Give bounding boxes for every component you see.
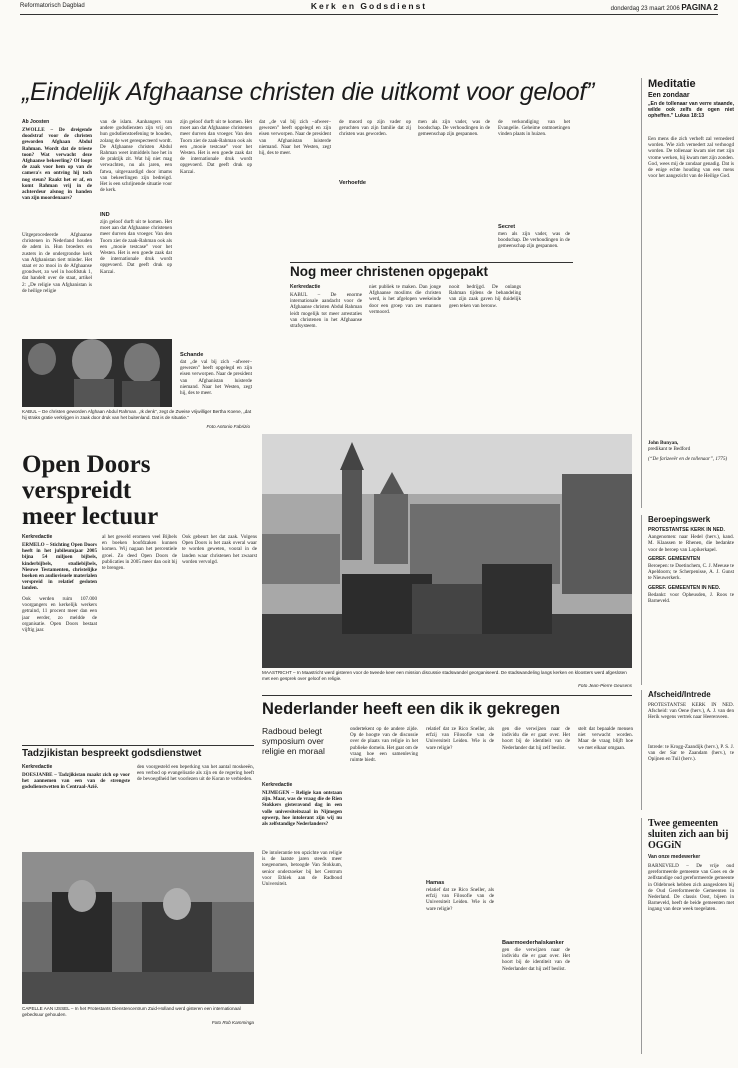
second-lede: KABUL – De enorme internationale aandacht voor de Afghaanse christen Abdul Rahman leidt mogelijk tot meer arrestaties van christenen in het Afghaanse strafsysteem.	[290, 292, 362, 330]
tadzjikistan-lede: DOESJANBE – Tadzjikistan maakt zich op voor het aannemen van een van de strengste godsdienstwetten in Centraal-Azië.	[22, 772, 130, 791]
main-subhead-schande: Schande	[180, 352, 204, 358]
nederlander-lede: NIJMEGEN – Religie kan ontstaan zijn. Maar, was de vraag die de Rien Stokkers gisteravond dag in een volle universiteitszaal in Nijmegen opwerp, hoe intolerant zijn wij nu als zelfstandige Nederlanders?	[262, 790, 342, 828]
tadzjikistan-rule	[22, 745, 254, 746]
masthead-date: donderdag 23 maart 2006 PAGINA 2	[610, 3, 718, 12]
beroep-item-head: PROTESTANTSE KERK IN NED.	[648, 527, 725, 533]
meditatie-body: Een mens die zich verheft zal vernederd worden. Wie zich vernedert zal verhoogd worden. De tollenaar kwam niet met zijn vrome werken, hij kwam met zijn zonden. God, wees mij de zondaar genadig. Dat is de enige echte houding van een mens voor het aangezicht van de Heilige God.	[648, 136, 734, 180]
opendoors-byline: Kerkredactie	[22, 534, 53, 540]
main-photo-credit: Foto Antonio Fabrizio	[206, 424, 250, 429]
second-byline: Kerkredactie	[290, 284, 321, 290]
second-col-3: nooit bedrijgd. De onlangs Rahman tijdens de behandeling van zijn zaak gaven hij duidelijk geen teken van berouw.	[449, 284, 521, 309]
opendoors-headline-line: Open Doors	[22, 451, 151, 478]
main-lede: ZWOLLE – De dreigende doodstraf voor de christen geworden Afghaan Abdul Rahman. Wordt dat de trieste toon? Wat verwacht deze Afghaanse bekeerling? Of loopt de zaak voor hem op van de camera's en ontving hij toch nog steun? Raakt het er af, en komt Rahman vrij in de achterdeur alsnog in handen van zijn moordenaars?	[22, 127, 92, 202]
meditatie-sidebar	[641, 78, 734, 508]
main-col-3: zijn geloof durft uit te komen. Het moet aan dat Afghaanse christenen meer durven dan vroeger. Van den Toorn ziet de zaak-Rahman ook als een „mooie testcase” voor het Westen. Het is een goede zaak dat de internationale druk wordt opgevoerd. Dat geeft druk op Karzai.	[180, 119, 252, 175]
afscheid-item: Intrede: te Krogg-Zaandijk (herv.), P. S. J. van der Sar te Zaandam (herv.), te Opijnen en Tuil (herv.).	[648, 744, 734, 763]
masthead	[20, 0, 718, 15]
masthead-section: Kerk en Godsdienst	[310, 1, 428, 11]
afscheid-title: Afscheid/Intrede	[648, 690, 711, 699]
opendoors-lede: ERMELO – Stichting Open Doors heeft in het jubileumjaar 2005 bijna 54 miljoen bijbels, kinderbijbels, studiebijbels, Nieuwe Testamenten, christelijke boeken en audiovisuele materialen verspreid in relatief gesloten landen.	[22, 542, 97, 592]
nederlander-byline: Kerkredactie	[262, 782, 293, 788]
main-col-7: de verkondiging van het Evangelie. Geheime ontmoetingen vinden plaats in huizen.	[498, 119, 570, 138]
nederlander-col-3: ondertekent op de andere zijde. Op de hoogte van de discussie over de plaats van religie in het publieke domein. Het gaat om de vraag hoe een samenleving ruimte biedt.	[350, 726, 418, 764]
nederlander-col-4: relatief dat ze Rico Sneller, als erfzij van Filosofie van de Universiteit Leiden. Wie is de ware religie?	[426, 726, 494, 751]
capelle-photo	[22, 852, 254, 1004]
opendoors-headline-line: verspreidt	[22, 477, 132, 504]
afscheid-item: PROTESTANTSE KERK IN NED. Afscheid: van Oene (herv.), A. J. van den Herik wegens vertrek naar Heerenveen.	[648, 702, 734, 721]
second-headline: Nog meer christenen opgepakt	[290, 264, 489, 279]
main-col-4: dat „de val bij zich –afweer– gewezen” heeft opgelegd en zijn eisen verworpen. Naar de president van Afghanistan luisterde niemand. Naar het Westen, zegt hij, des te meer.	[259, 119, 331, 157]
afscheid-box	[641, 690, 734, 810]
nederlander-col-4b: relatief dat ze Rico Sneller, als erfzij van Filosofie van de Universiteit Leiden. Wie is de ware religie?	[426, 887, 494, 912]
nederlander-headline: Nederlander heeft een dik ik gekregen	[262, 700, 561, 718]
nederlander-deck: Radboud belegt symposium over religie en moraal	[262, 726, 325, 756]
meditatie-quote: „En de tollenaar van verre staande, wilde ook zelfs de ogen niet opheffen.” Lukas 18:13	[648, 101, 734, 120]
nederlander-col-6: stelt dat bepaalde mensen niet verwacht worden. Maar de vraag blijft hoe we met elkaar omgaan.	[578, 726, 633, 751]
meditatie-subtitle: Een zondaar	[648, 92, 690, 99]
main-col-5: de moord op zijn vader op geruchten van zijn familie dat zij christen was geworden.	[339, 119, 411, 138]
main-col-2b: zijn geloof durft uit te komen. Het moet aan dat Afghaanse christenen meer durven dan vroeger. Van den Toorn ziet de zaak-Rahman ook als een „mooie testcase” voor het Westen. Het is een goede zaak dat de internationale druk wordt opgevoerd. Dat geeft druk op Karzai.	[100, 219, 172, 275]
nederlander-rule	[262, 695, 632, 696]
capelle-credit: Foto Rob Kamminga	[211, 1020, 254, 1025]
tadzjikistan-byline: Kerkredactie	[22, 764, 53, 770]
second-article-rule	[290, 262, 573, 263]
main-col-3b: dat „de val bij zich –afweer– gewezen” heeft opgelegd en zijn eisen verworpen. Naar de president van Afghanistan luisterde niemand. Naar het Westen, zegt hij, des te meer.	[180, 359, 252, 397]
main-photo-caption: KABUL – De christen geworden Afghaan Abdul Rahman. „Ik denk”, zegt de Zweise vrijwilliger Bertha Koene, „dat hij straks gratie verkrijgen in zaak door druk van het buitenland. Dat is de situatie.”	[22, 409, 252, 420]
beroep-item-body: Beroepen: te Doetinchem, C. J. Meeuse te Apeldoorn; te Scherpenisse, A. J. Gunst te Nieuwerkerk.	[648, 563, 734, 582]
tadzjikistan-headline: Tadzjikistan bespreekt godsdienstwet	[22, 748, 202, 759]
nederlander-subhead-hamas: Hamas	[426, 880, 445, 886]
main-headline: „Eindelijk Afghaanse christen die uitkomt voor geloof”	[22, 78, 595, 106]
gemeenten-byline: Van onze medewerker	[648, 854, 701, 860]
opendoors-headline	[22, 452, 252, 530]
tadzjikistan-col-2: den voorgesteld een beperking van het aantal moskeeën, een verbod op evangelisatie als zijn en de regering heeft de bevoegdheid het voorlezen uit de Koran te verbieden.	[137, 764, 254, 783]
main-col-7b: men als zijn vader, was de boodschap. De verhoudingen in de gemeenschap zijn gespannen.	[498, 231, 570, 250]
capelle-caption: CAPELLE AAN IJSSEL – In het Protestants Dienstencentrum Zuid-Holland werd gisteren een internationaal gebedsuur gehouden.	[22, 1006, 241, 1017]
main-subhead-verhoefde: Verhoefde	[339, 180, 367, 186]
maastricht-caption: MAASTRICHT – In Maastricht werd gisteren voor de tweede keer een mission discussie stadswandel georganiseerd. De stadswandeling langs kerken en kloosters werd afgesloten met een gesprek over geloof en religie.	[262, 670, 627, 681]
opendoors-col-3: Ook gebeurt het dat zaak. Volgens Open Doors is het zaak overal waar te worden geweten, vooral in de landen waar christenen het zwaarst worden vervolgd.	[182, 534, 257, 565]
beroep-item-head: GEREF. GEMEENTEN IN NED.	[648, 584, 721, 591]
nederlander-col-2: De intolerantie ten opzichte van religie is de laatste jaren steeds meer toegenomen, betoogde Van Stokkum, senior onderzoeker bij het Centrum voor Ethiek aan de Radboud Universiteit.	[262, 850, 342, 888]
nederlander-col-5: gen die verwijzen naar de individu die er gaat over. Het hoort bij de identiteit van de Nederlander dat hij zelf beslist.	[502, 726, 570, 751]
opendoors-col-2: al het geweld eromeen veel Bijbels en boeken hoofdzaken kunnen komen. Wij nagaan het percentiele groei. Zo deed Open Doors de publicaties in 2005 meer dan ooit bij te brengen.	[102, 534, 177, 572]
main-col-2: van de islam. Aanhangers van andere godsdiensten zijn vrij om hun godsdienstoefening te houden, zolang de wet gerespecteerd wordt. De Afghaanse christen Abdul Rahman weet inmiddels hoe het in de praktijk zit. Wat hij niet mag verwachten, nu als jaren, een fatwa, uitgevaardigd door imams van bekeerlingen zijn bedreigd. Het is een schrijnende situatie voor de kerk.	[100, 119, 172, 194]
masthead-publication: Reformatorisch Dagblad	[20, 3, 85, 9]
opendoors-headline-line: meer lectuur	[22, 503, 159, 530]
meditatie-footnote: (“De farizeeër en de tollenaar”, 1775)	[648, 456, 728, 463]
second-col-2: niet publiek te maken. Dan jonge Afghaanse moslims die christen werd, is het afgelopen weekeinde door een groep van zes mannen vermoord.	[369, 284, 441, 315]
nederlander-subhead-baarmoeder: Baarmoederhalskanker	[502, 940, 564, 946]
gemeenten-body: BARNEVELD – De vrije oud gereformeerde gemeente van Goes en de zelfstandige oud gereformeerde gemeente in Oldebroek hebben zich aangesloten bij de Oud Gereformeerde Gemeenten in Nederland. De classis Oost, bijeen in Barneveld, heeft de beide gemeenten met ingang van deze week toegelaten.	[648, 863, 734, 913]
main-photo	[22, 339, 172, 407]
main-byline: Ab Joosten	[22, 119, 50, 125]
main-subhead-secret: Secret	[498, 224, 516, 230]
beroep-item-body: Aangenomen: naar Hedel (herv.), kand. M. Klaassen te Rhenen, die bedankte voor de beroep van Lopikerkapel.	[648, 534, 734, 553]
maastricht-credit: Foto Jean-Pierre Geusens	[578, 683, 632, 688]
meditatie-signoff-name: John Bunyan,	[648, 440, 679, 446]
meditatie-title: Meditatie	[648, 78, 696, 90]
gemeenten-box	[641, 818, 734, 1054]
main-col-6: men als zijn vader, was de boodschap. De verhoudingen in de gemeenschap zijn gespannen.	[418, 119, 490, 138]
opendoors-col-1: Ook werden ruim 107.000 voorgangers en kerkelijk werkers getraind, 11 procent meer dan een jaar eerder, zo meldde de organisatie. Open Doors bestaat vijftig jaar.	[22, 596, 97, 634]
beroepingswerk-box	[641, 515, 734, 685]
nederlander-col-5b: gen die verwijzen naar de individu die er gaat over. Het hoort bij de identiteit van de Nederlander dat hij zelf beslist.	[502, 947, 570, 972]
beroep-item-head: GEREF. GEMEENTEN	[648, 555, 701, 562]
main-col-1: Uitgeprocedeerde Afghaanse christenen in Nederland houden de adem in. Hun broeders en zusters in de ondergrondse kerk van Afghanistan tiert minder. Het staat er zo mooi in de Afghaanse grondwet, zo wel in hoofdstuk 1, dat handelt over de staat, artikel 2: „De religie van Afghanistan is de heilige religie	[22, 232, 92, 294]
beroep-item-body: Bedankt: voor Opheusden, J. Roos te Barneveld.	[648, 591, 734, 605]
beroepingswerk-title: Beroepingswerk	[648, 515, 711, 524]
meditatie-signoff-place: predikant te Bedford	[648, 446, 691, 453]
maastricht-photo	[262, 434, 632, 668]
gemeenten-title: Twee gemeenten sluiten zich aan bij OGGiN	[648, 818, 729, 851]
main-subhead-ind: IND	[100, 212, 110, 218]
